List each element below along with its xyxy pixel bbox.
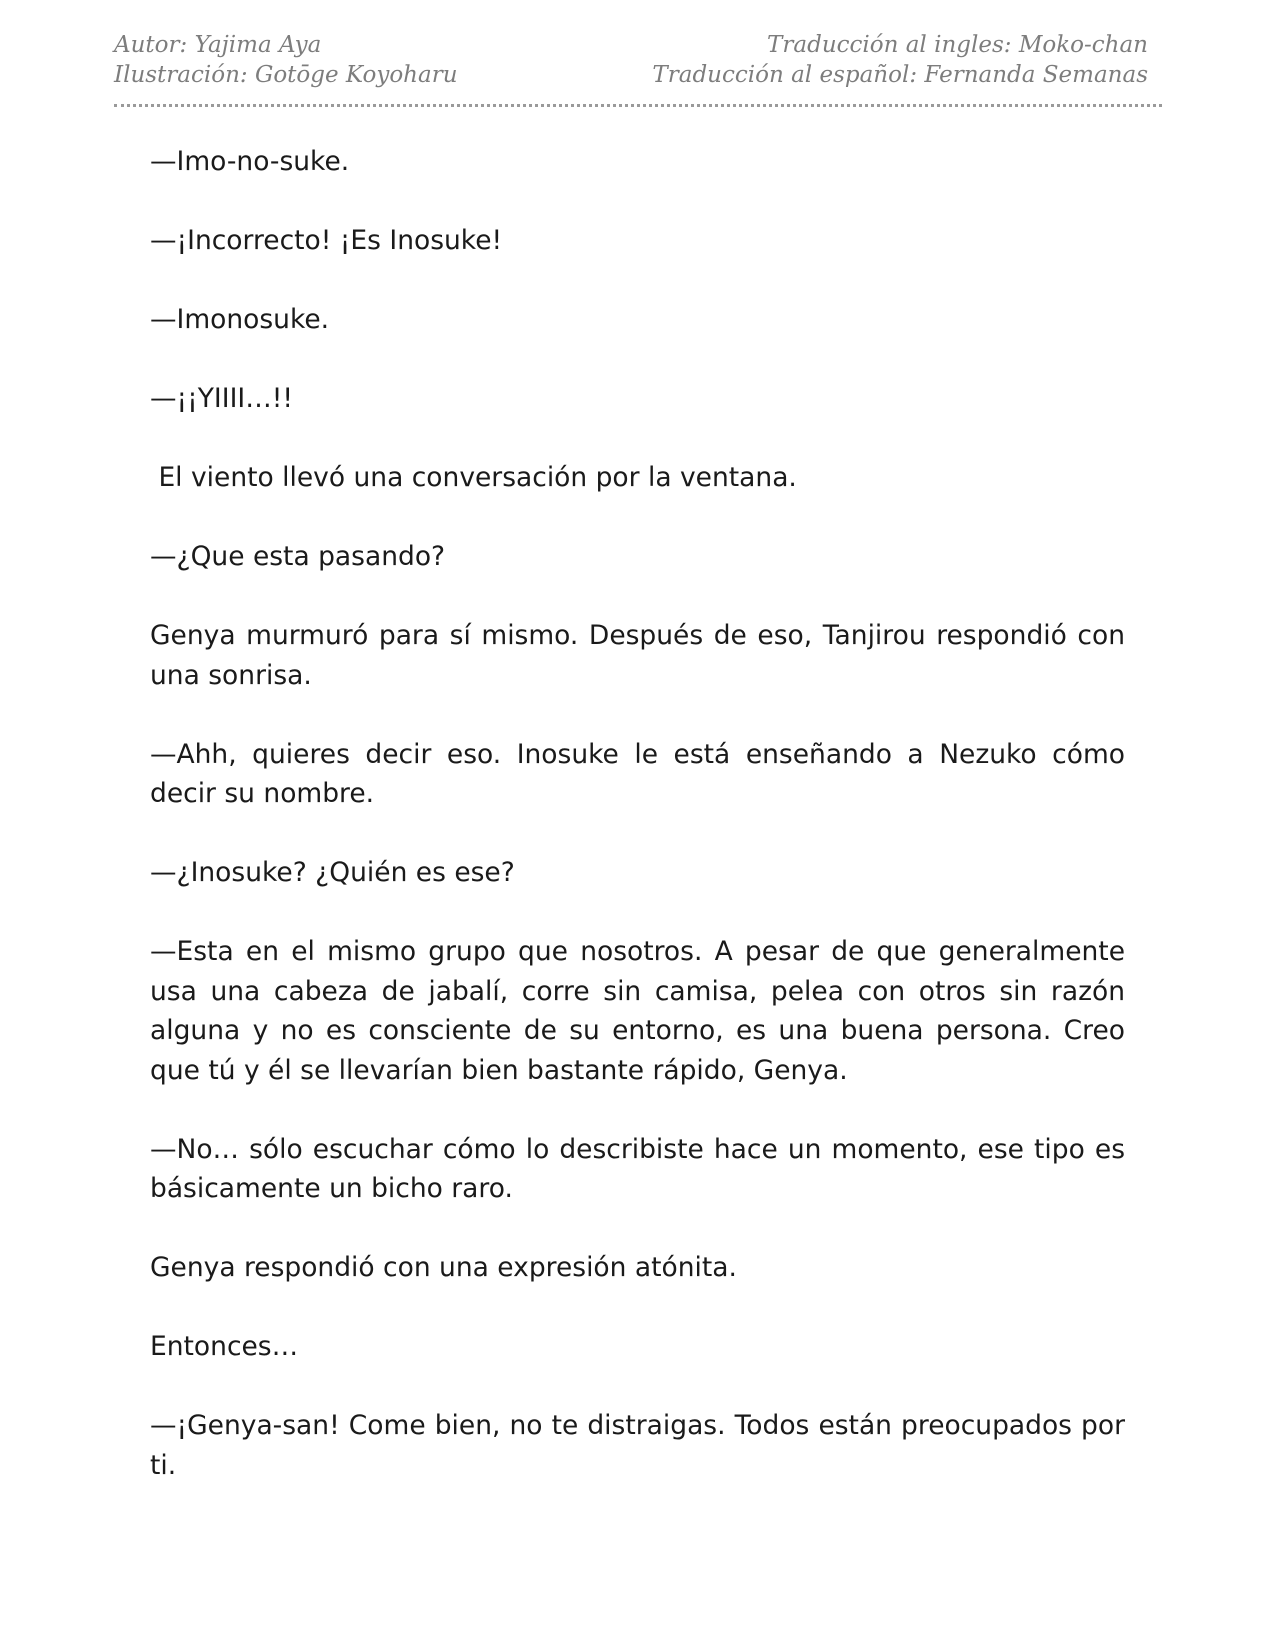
story-body — [150, 142, 1125, 1525]
paragraph: —¿Que esta pasando? — [150, 541, 446, 572]
paragraph: Entonces… — [150, 1331, 299, 1362]
paragraph: —¿Inosuke? ¿Quién es ese? — [150, 857, 515, 888]
english-translation-credit: Traducción al ingles: Moko-chan — [767, 32, 1148, 58]
paragraph: Genya murmuró para sí mismo. Después de eso, Tanjirou respondió con una sonrisa. — [150, 620, 1125, 691]
paragraph: —¡Genya-san! Come bien, no te distraigas. Todos están preocupados por ti. — [150, 1410, 1125, 1481]
paragraph: —Esta en el mismo grupo que nosotros. A pesar de que generalmente usa una cabeza de jabalí, corre sin camisa, pelea con otros sin razón alguna y no es consciente de su entorno, es una buena persona. Creo que tú y él se llevarían bien bastante rápido, Genya. — [150, 936, 1125, 1086]
header-divider — [114, 104, 1162, 107]
header-credits-left — [114, 30, 458, 90]
paragraph: El viento llevó una conversación por la ventana. — [150, 462, 797, 493]
paragraph: —¡¡YIIII…!! — [150, 383, 293, 414]
page-header — [114, 30, 1148, 94]
header-credits-right — [652, 30, 1148, 90]
paragraph: Genya respondió con una expresión atónita. — [150, 1252, 737, 1283]
illustration-credit: Ilustración: Gotōge Koyoharu — [114, 62, 458, 88]
paragraph: —Imonosuke. — [150, 304, 330, 335]
paragraph: —Ahh, quieres decir eso. Inosuke le está enseñando a Nezuko cómo decir su nombre. — [150, 738, 1125, 809]
author-credit: Autor: Yajima Aya — [114, 32, 322, 58]
paragraph: —No… sólo escuchar cómo lo describiste hace un momento, ese tipo es básicamente un bicho raro. — [150, 1133, 1125, 1204]
spanish-translation-credit: Traducción al español: Fernanda Semanas — [652, 62, 1148, 88]
paragraph: —Imo-no-suke. — [150, 146, 350, 177]
paragraph: —¡Incorrecto! ¡Es Inosuke! — [150, 225, 503, 256]
